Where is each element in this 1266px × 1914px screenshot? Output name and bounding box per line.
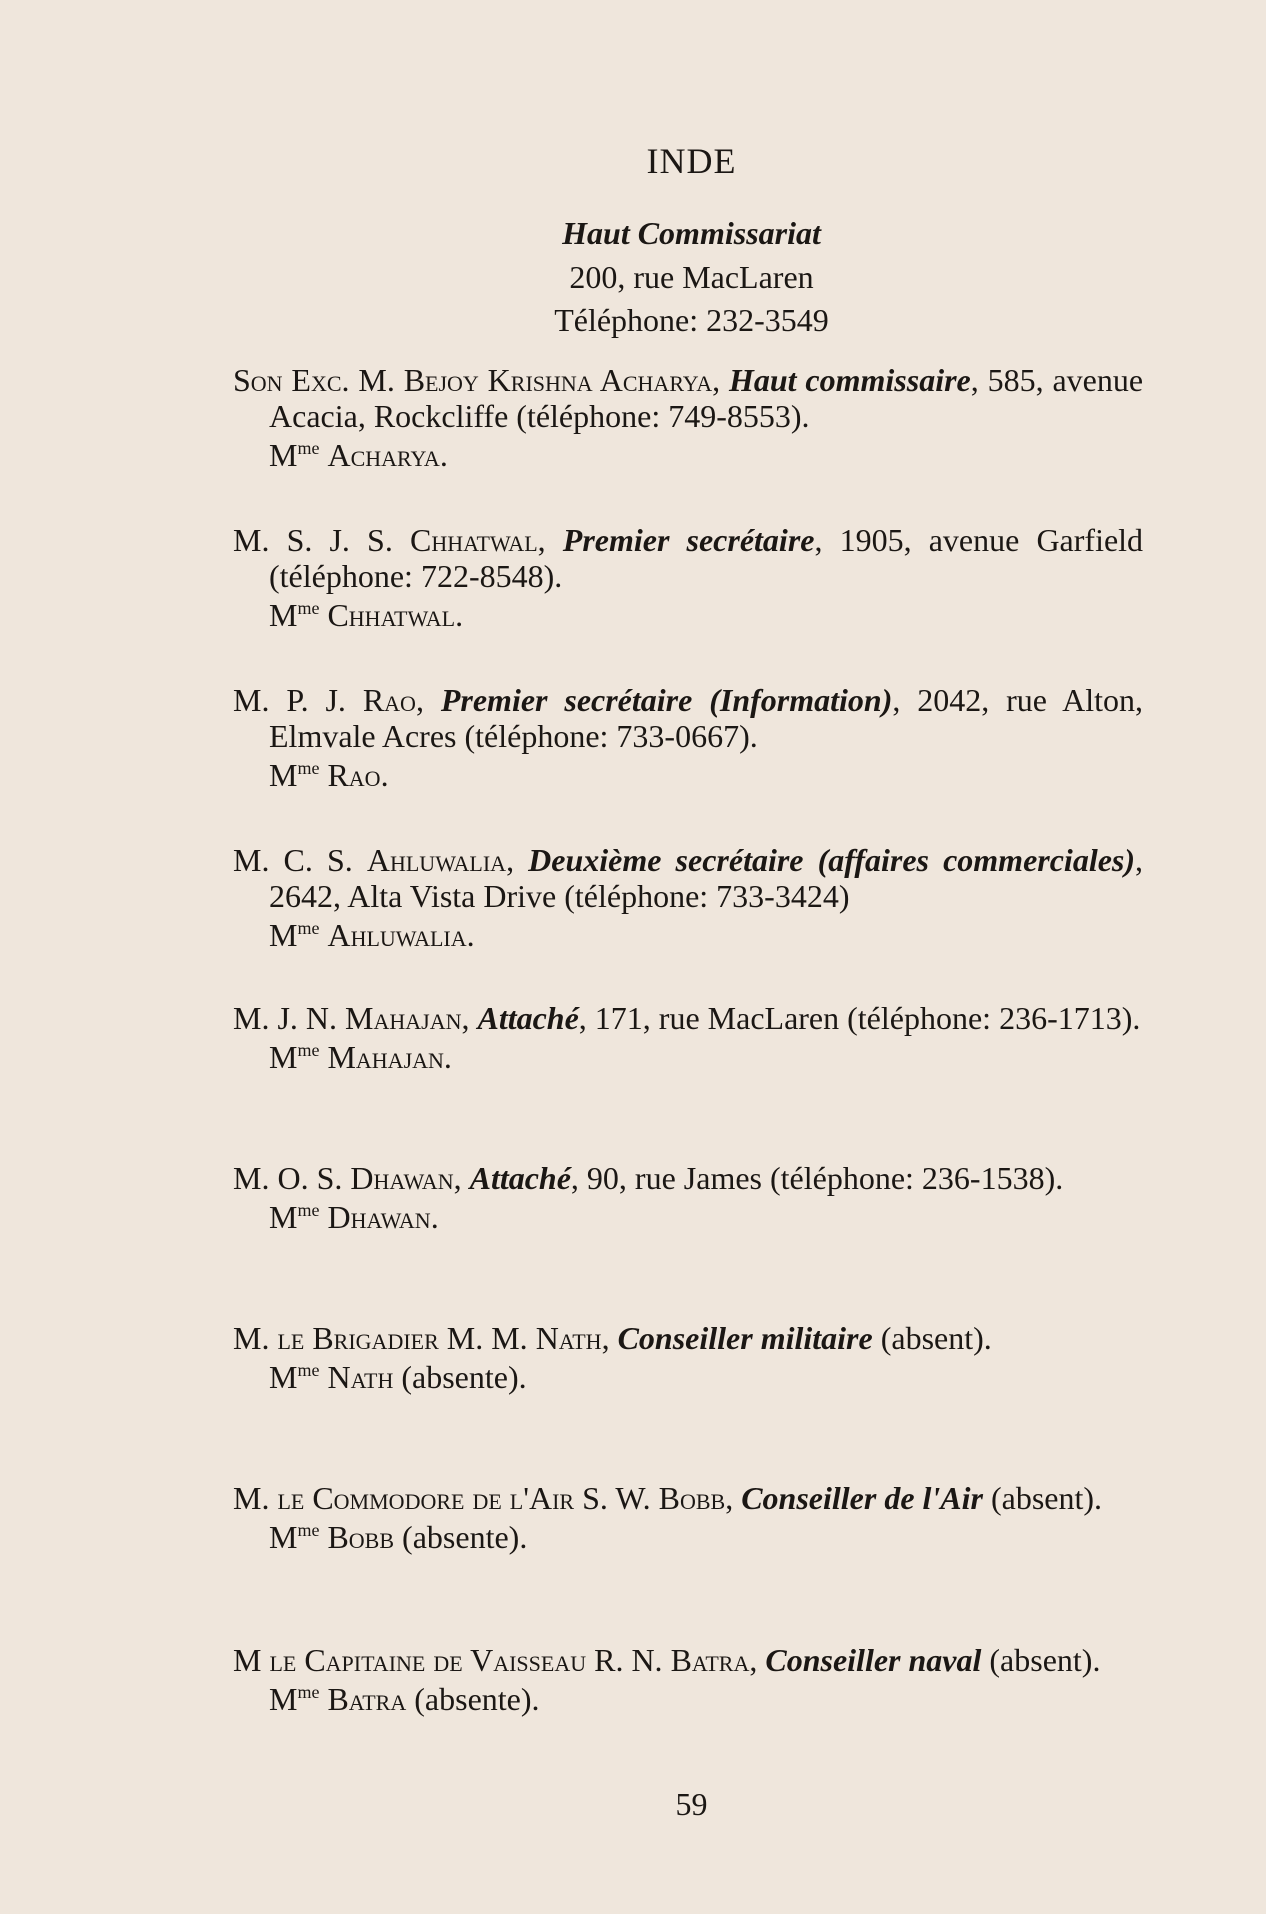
entry-details: 2642, Alta Vista Drive (téléphone: 733-3424) bbox=[269, 878, 850, 914]
mission-title: Haut Commissariat bbox=[562, 215, 821, 251]
entry-batra bbox=[233, 1642, 1143, 1717]
entry-name: Dhawan bbox=[350, 1160, 454, 1196]
entry-title: M. C. S. bbox=[233, 842, 353, 878]
entry-text: Son Exc. M. Bejoy Krishna Acharya, Haut commissaire, 585, avenue Acacia, Rockcliffe (téléphone: 749-8553). bbox=[233, 362, 1144, 434]
entry-position: Haut commissaire bbox=[728, 362, 971, 398]
entry-title: M. le Brigadier M. M. bbox=[233, 1320, 528, 1356]
entry-text: M. S. J. S. Chhatwal, Premier secrétaire, 1905, avenue Garfield (téléphone: 722-8548). bbox=[233, 522, 1144, 594]
entry-details: 1905, avenue Garfield (téléphone: 722-8548). bbox=[269, 522, 1144, 594]
entry-name: Bejoy Krishna Acharya bbox=[403, 362, 713, 398]
entry-spouse: $M^{me}$ Rao. bbox=[269, 757, 389, 793]
entry-nath bbox=[233, 1320, 1143, 1395]
entry-details: 171, rue MacLaren (téléphone: 236-1713). bbox=[594, 1000, 1141, 1036]
entry-mahajan bbox=[233, 1000, 1143, 1075]
entry-position: Premier secrétaire bbox=[562, 522, 815, 558]
entry-title: M le Capitaine de Vaisseau R. N. bbox=[233, 1642, 663, 1678]
entry-position: Conseiller naval bbox=[765, 1642, 982, 1678]
entry-position: Conseiller militaire bbox=[617, 1320, 873, 1356]
entry-title: M. O. S. bbox=[233, 1160, 343, 1196]
entry-details: 2042, rue Alton, Elmvale Acres (téléphone: 733-0667). bbox=[269, 682, 1144, 754]
entry-spouse: $M^{me}$ Mahajan. bbox=[269, 1039, 452, 1075]
entry-position: Attaché bbox=[469, 1160, 571, 1196]
entry-spouse: $M^{me}$ Bobb (absente). bbox=[269, 1519, 528, 1555]
entry-text: M. J. N. Mahajan, Attaché, 171, rue MacLaren (téléphone: 236-1713). bbox=[233, 1000, 1141, 1036]
entry-text: M. O. S. Dhawan, Attaché, 90, rue James (téléphone: 236-1538). bbox=[233, 1160, 1064, 1196]
entry-name: Rao bbox=[362, 682, 416, 718]
entry-acharya bbox=[233, 362, 1143, 473]
entry-details: 585, avenue Acacia, Rockcliffe (téléphone: 749-8553). bbox=[269, 362, 1144, 434]
mission-telephone: Téléphone: 232-3549 bbox=[554, 302, 829, 338]
entry-text: M. C. S. Ahluwalia, Deuxième secrétaire (affaires commerciales), 2642, Alta Vista Drive (téléphone: 733-3424) bbox=[233, 842, 1144, 914]
entry-position: Premier secrétaire (Information) bbox=[440, 682, 893, 718]
entry-details: (absent). bbox=[990, 1480, 1103, 1516]
entry-title: M. J. N. bbox=[233, 1000, 338, 1036]
entry-name: Mahajan bbox=[345, 1000, 462, 1036]
entry-spouse: $M^{me}$ Chhatwal. bbox=[269, 597, 464, 633]
entry-text: M. le Brigadier M. M. Nath, Conseiller militaire (absent). bbox=[233, 1320, 992, 1356]
entry-title: M. P. J. bbox=[233, 682, 346, 718]
entry-text: M le Capitaine de Vaisseau R. N. Batra, Conseiller naval (absent). bbox=[233, 1642, 1101, 1678]
entry-dhawan bbox=[233, 1160, 1143, 1235]
entry-title: M. le Commodore de l'Air S. W. bbox=[233, 1480, 651, 1516]
entry-position: Attaché bbox=[477, 1000, 579, 1036]
entry-details: (absent). bbox=[880, 1320, 992, 1356]
entry-spouse: $M^{me}$ Acharya. bbox=[269, 437, 448, 473]
entry-name: Bobb bbox=[658, 1480, 726, 1516]
entry-bobb bbox=[233, 1480, 1143, 1555]
entry-details: 90, rue James (téléphone: 236-1538). bbox=[586, 1160, 1064, 1196]
entry-chhatwal bbox=[233, 522, 1143, 633]
entry-title: M. S. J. S. bbox=[233, 522, 393, 558]
page-number: 59 bbox=[675, 1786, 708, 1822]
entry-ahluwalia bbox=[233, 842, 1143, 953]
entry-text: M. P. J. Rao, Premier secrétaire (Information), 2042, rue Alton, Elmvale Acres (téléphone: 733-0667). bbox=[233, 682, 1144, 754]
entry-position: Deuxième secrétaire (affaires commerciales) bbox=[528, 842, 1136, 878]
entry-details: (absent). bbox=[989, 1642, 1101, 1678]
entry-spouse: $M^{me}$ Batra (absente). bbox=[269, 1681, 540, 1717]
entry-position: Conseiller de l'Air bbox=[741, 1480, 983, 1516]
entry-name: Chhatwal bbox=[409, 522, 538, 558]
entry-text: M. le Commodore de l'Air S. W. Bobb, Conseiller de l'Air (absent). bbox=[233, 1480, 1103, 1516]
entry-spouse: $M^{me}$ Ahluwalia. bbox=[269, 917, 475, 953]
entry-name: Batra bbox=[670, 1642, 750, 1678]
entry-name: Nath bbox=[535, 1320, 602, 1356]
country-heading: INDE bbox=[646, 141, 737, 181]
entry-name: Ahluwalia bbox=[366, 842, 507, 878]
entry-rao bbox=[233, 682, 1143, 793]
entry-title: Son Exc. M. bbox=[233, 362, 395, 398]
entry-spouse: $M^{me}$ Nath (absente). bbox=[269, 1359, 527, 1395]
mission-address: 200, rue MacLaren bbox=[569, 259, 814, 295]
entry-spouse: $M^{me}$ Dhawan. bbox=[269, 1199, 439, 1235]
